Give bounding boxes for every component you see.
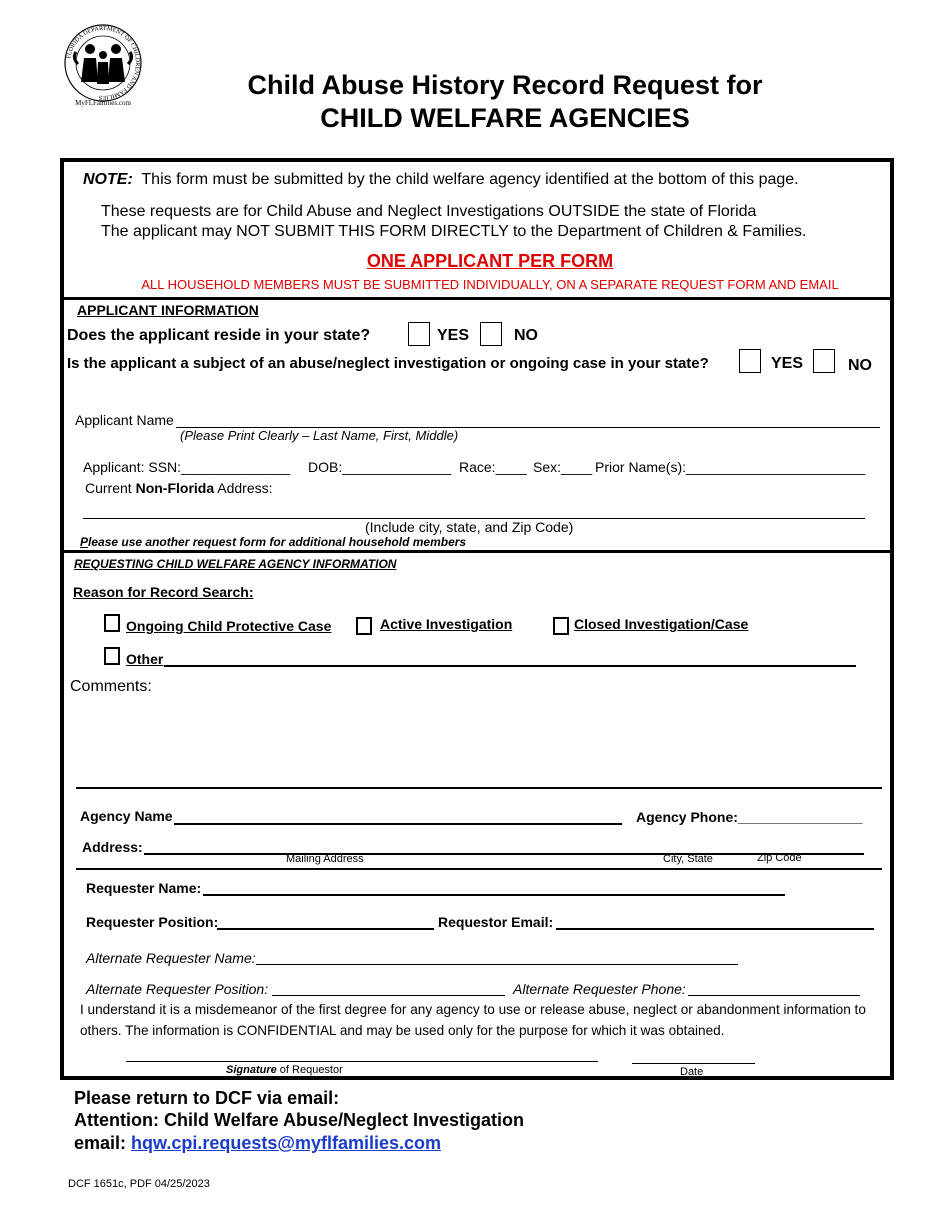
reside-question: Does the applicant reside in your state? [67, 327, 371, 344]
requester-name-field[interactable] [203, 894, 785, 896]
alt-name-label: Alternate Requester Name: [86, 950, 256, 966]
reason-other-label: Other [126, 651, 164, 667]
reason-other-checkbox[interactable] [104, 647, 120, 665]
reside-no-label: NO [514, 327, 538, 344]
investigation-no-label: NO [848, 357, 872, 374]
investigation-question: Is the applicant a subject of an abuse/neglect investigation or ongoing case in your state? [67, 355, 709, 372]
reason-closed-label: Closed Investigation/Case [574, 616, 749, 632]
email-label: email: [74, 1133, 132, 1153]
agency-name-field[interactable] [174, 823, 622, 825]
requestor-email-field[interactable] [556, 928, 874, 930]
requester-position-field[interactable] [217, 928, 434, 930]
reside-yes-checkbox[interactable] [408, 322, 430, 346]
email-link[interactable]: hqw.cpi.requests@myflfamilies.com [131, 1133, 442, 1153]
svg-text:FLORIDA DEPARTMENT OF CHILDREN: FLORIDA DEPARTMENT OF CHILDREN AND FAMILIES [65, 24, 142, 102]
reside-no-checkbox[interactable] [480, 322, 502, 346]
alt-position-text: Alternate Requester Position [86, 981, 265, 997]
signature-caption-rest: of Requestor [276, 1064, 343, 1076]
agency-address-label: Address: [82, 839, 143, 855]
agency-address-field[interactable] [144, 853, 864, 855]
requester-position-label: Requester Position: [86, 914, 219, 930]
address-label [85, 480, 273, 496]
logo-caption: MyFLFamilies.com [75, 99, 131, 107]
mailing-address-hint: Mailing Address [286, 853, 364, 865]
reason-active-label: Active Investigation [380, 616, 513, 632]
reason-label: Reason for Record Search: [73, 584, 254, 600]
alt-phone-field[interactable] [688, 995, 860, 996]
applicant-name-hint: (Please Print Clearly – Last Name, First, Middle) [180, 428, 459, 443]
divider [60, 297, 894, 300]
disclaimer-line1: I understand it is a misdemeanor of the first degree for any agency to use or release abuse, neglect or abandonment information to [80, 1002, 866, 1017]
reason-active-checkbox[interactable] [356, 617, 372, 635]
alt-name-field[interactable] [256, 964, 738, 965]
ssn-field[interactable]: Applicant: SSN:______________ [83, 459, 291, 475]
alt-phone-text: Alternate Requester Phone [513, 981, 682, 997]
investigation-yes-checkbox[interactable] [739, 349, 761, 373]
reason-closed-checkbox[interactable] [553, 617, 569, 635]
divider [76, 868, 882, 870]
signature-field[interactable] [126, 1061, 598, 1062]
signature-caption-bold: Signature [226, 1064, 277, 1076]
notice-line2: The applicant may NOT SUBMIT THIS FORM DIRECTLY to the Department of Children & Families. [101, 223, 807, 240]
investigation-no-checkbox[interactable] [813, 349, 835, 373]
alt-phone-label: Alternate Requester Phone: [513, 981, 686, 997]
agency-phone-field[interactable]: Agency Phone:________________ [636, 809, 863, 825]
household-note [80, 535, 466, 549]
logo-ring-text [62, 22, 144, 104]
reason-ongoing-checkbox[interactable] [104, 614, 120, 632]
agency-section-title: REQUESTING CHILD WELFARE AGENCY INFORMATION [74, 557, 397, 571]
requester-name-label: Requester Name: [86, 880, 202, 896]
address-hint: (Include city, state, and Zip Code) [365, 519, 574, 535]
form-title-line2: CHILD WELFARE AGENCIES [320, 103, 690, 133]
address-label-pre: Current [85, 480, 136, 496]
comments-label: Comments: [70, 678, 152, 695]
alt-position-field[interactable] [272, 995, 505, 996]
prior-names-field[interactable]: Prior Name(s):_______________________ [595, 459, 866, 475]
note-text: This form must be submitted by the child welfare agency identified at the bottom of this page. [141, 171, 799, 188]
household-note-first: P [80, 535, 89, 549]
email-line [74, 1133, 441, 1154]
applicant-name-label: Applicant Name [75, 412, 174, 428]
address-label-post: Address: [214, 480, 273, 496]
reason-other-field[interactable] [164, 665, 856, 667]
divider [60, 550, 894, 553]
note-label: NOTE: [83, 171, 133, 188]
return-line: Please return to DCF via email: [74, 1088, 340, 1108]
comments-field[interactable] [76, 787, 882, 789]
city-state-hint: City, State [663, 853, 713, 865]
attention-line: Attention: Child Welfare Abuse/Neglect Investigation [74, 1110, 525, 1130]
household-note-rest: lease use another request form for additional household members [88, 535, 467, 549]
note-line [83, 171, 799, 189]
zip-code-hint: Zip Code [757, 852, 802, 864]
one-applicant-heading: ONE APPLICANT PER FORM [366, 251, 614, 271]
disclaimer-line2: others. The information is CONFIDENTIAL and may be used only for the purpose for which it was obtained. [80, 1023, 725, 1038]
alt-name-text: Alternate Requester Name [86, 950, 252, 966]
address-label-bold: Non-Florida [135, 480, 215, 496]
sex-field[interactable]: Sex:____ [533, 459, 593, 475]
dob-field[interactable]: DOB:______________ [308, 459, 452, 475]
date-caption: Date [680, 1066, 704, 1078]
applicant-section-title: APPLICANT INFORMATION [77, 302, 259, 318]
form-id: DCF 1651c, PDF 04/25/2023 [68, 1178, 210, 1190]
reason-ongoing-label: Ongoing Child Protective Case [126, 618, 332, 634]
household-warning: ALL HOUSEHOLD MEMBERS MUST BE SUBMITTED INDIVIDUALLY, ON A SEPARATE REQUEST FORM AND EMAIL [141, 277, 839, 292]
signature-caption [226, 1064, 343, 1076]
race-field[interactable]: Race:____ [459, 459, 527, 475]
requestor-email-label: Requestor Email: [438, 914, 554, 930]
alt-position-label: Alternate Requester Position: [86, 981, 269, 997]
investigation-yes-label: YES [771, 355, 804, 372]
reside-yes-label: YES [437, 327, 470, 344]
agency-name-label: Agency Name [80, 808, 173, 824]
form-title-line1: Child Abuse History Record Request for [247, 70, 763, 100]
date-field[interactable] [632, 1063, 755, 1064]
notice-line1: These requests are for Child Abuse and Neglect Investigations OUTSIDE the state of Florida [101, 203, 757, 220]
